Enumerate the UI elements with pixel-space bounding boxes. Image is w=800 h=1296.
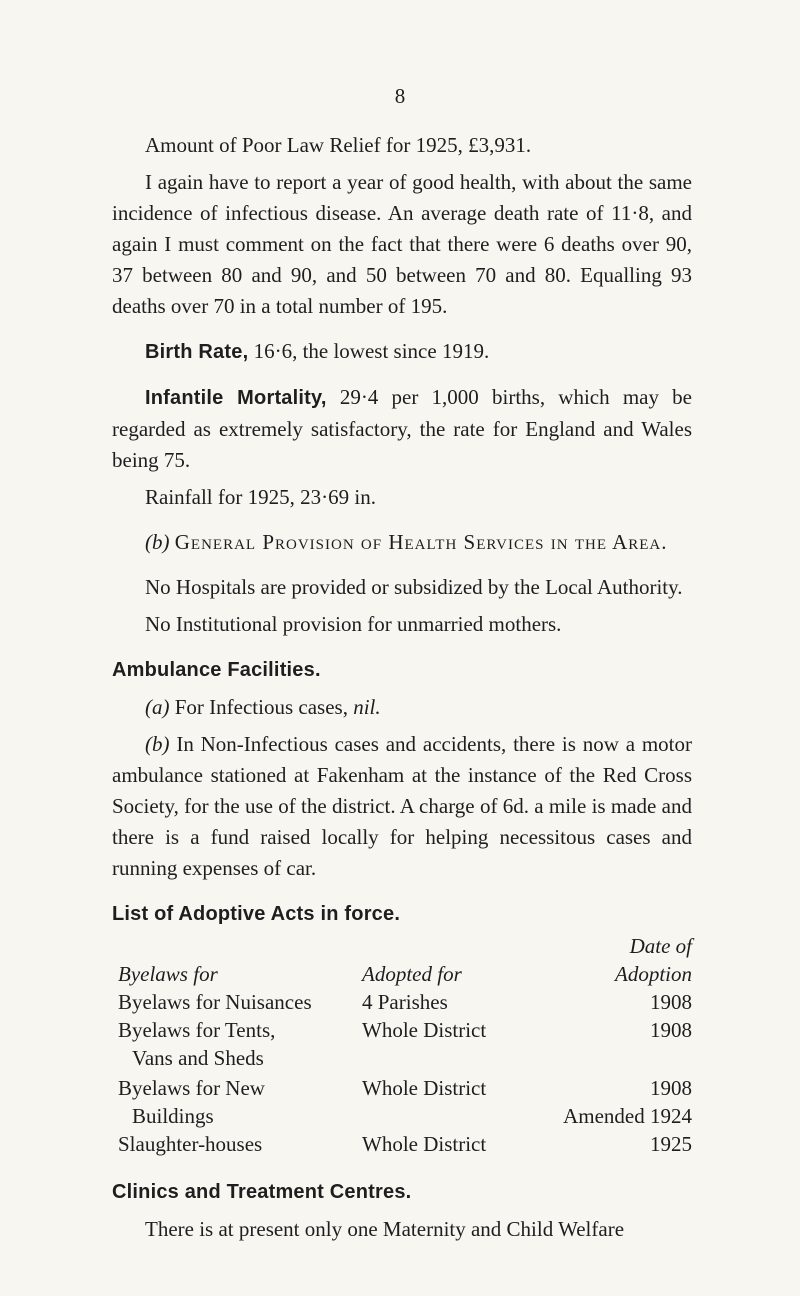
birth-rate-label: Birth Rate,	[145, 341, 249, 363]
row-adopted: 4 Parishes	[362, 990, 448, 1014]
row-adopted: Whole District 1908 Amended 1924	[362, 1076, 692, 1128]
institutional-paragraph: No Institutional provision for unmarried mothers.	[145, 612, 562, 636]
infant-mortality-paragraph	[112, 382, 692, 476]
header-adopted: Adopted for	[362, 962, 462, 986]
adoptive-acts-table	[112, 932, 692, 1158]
infant-mortality-text: 29·4 per 1,000 births, which may be regarded as extremely satisfactory, the rate for England and Wales being 75.	[112, 385, 692, 472]
row-byelaw: Slaughter-houses	[118, 1132, 263, 1156]
row-date: 1925	[650, 1132, 692, 1156]
poor-law-paragraph: Amount of Poor Law Relief for 1925, £3,931.	[145, 133, 532, 157]
row-byelaw: Byelaws for Tents, Vans and Sheds	[118, 1018, 276, 1070]
section-b-heading	[112, 527, 692, 558]
table-row	[112, 1074, 692, 1130]
row-byelaw: Byelaws for New Buildings	[118, 1076, 265, 1128]
row-date: 1908	[650, 1018, 692, 1042]
header-date: Date of Adoption	[615, 934, 692, 986]
table-row	[112, 988, 692, 1016]
adoptive-acts-heading: List of Adoptive Acts in force.	[112, 903, 401, 925]
row-adopted: Whole District	[362, 1132, 487, 1156]
item-a-nil: nil.	[353, 695, 381, 719]
item-b-marker: (b)	[145, 732, 170, 756]
header-byelaws: Byelaws for	[118, 962, 218, 986]
infant-mortality-label: Infantile Mortality,	[145, 387, 327, 409]
health-paragraph: I again have to report a year of good health, with about the same incidence of infectious disease. An average death rate of 11·8, and again I must comment on the fact that there were 6 deaths over 90, 37 between 80 and 90, and 50 between 70 and 80. Equalling 93 deaths over 70 in a total number of 195.	[112, 170, 692, 318]
row-byelaw: Byelaws for Nuisances	[118, 990, 312, 1014]
section-b-title: General Provision of Health Services in the Area.	[174, 530, 668, 554]
row-date: 1908	[650, 1076, 692, 1100]
clinics-paragraph: There is at present only one Maternity and Child Welfare	[145, 1217, 625, 1241]
page-number: 8	[394, 84, 406, 108]
item-a-marker: (a)	[145, 695, 170, 719]
section-b-marker: (b)	[145, 530, 170, 554]
rainfall-paragraph: Rainfall for 1925, 23·69 in.	[145, 485, 376, 509]
ambulance-item-a: (a) For Infectious cases, nil.	[145, 695, 381, 719]
hospitals-paragraph: No Hospitals are provided or subsidized by the Local Authority.	[145, 575, 683, 599]
table-header	[112, 932, 692, 988]
row-date: 1908	[650, 990, 692, 1014]
clinics-heading: Clinics and Treatment Centres.	[112, 1181, 412, 1203]
birth-rate-paragraph	[112, 336, 692, 368]
birth-rate-text: 16·6, the lowest since 1919.	[248, 339, 490, 363]
row-adopted: Whole District	[362, 1018, 487, 1042]
row-amended: Amended 1924	[563, 1104, 692, 1128]
ambulance-heading: Ambulance Facilities.	[112, 659, 321, 681]
table-row	[112, 1130, 692, 1158]
table-row	[112, 1016, 692, 1072]
ambulance-item-b: (b) In Non-Infectious cases and accidents, there is now a motor ambulance stationed at Fakenham at the instance of the Red Cross Society, for the use of the district. A charge of 6d. a mile is made and there is a fund raised locally for helping necessitous cases and running expenses of car.	[112, 732, 692, 880]
document-body	[112, 130, 692, 1245]
